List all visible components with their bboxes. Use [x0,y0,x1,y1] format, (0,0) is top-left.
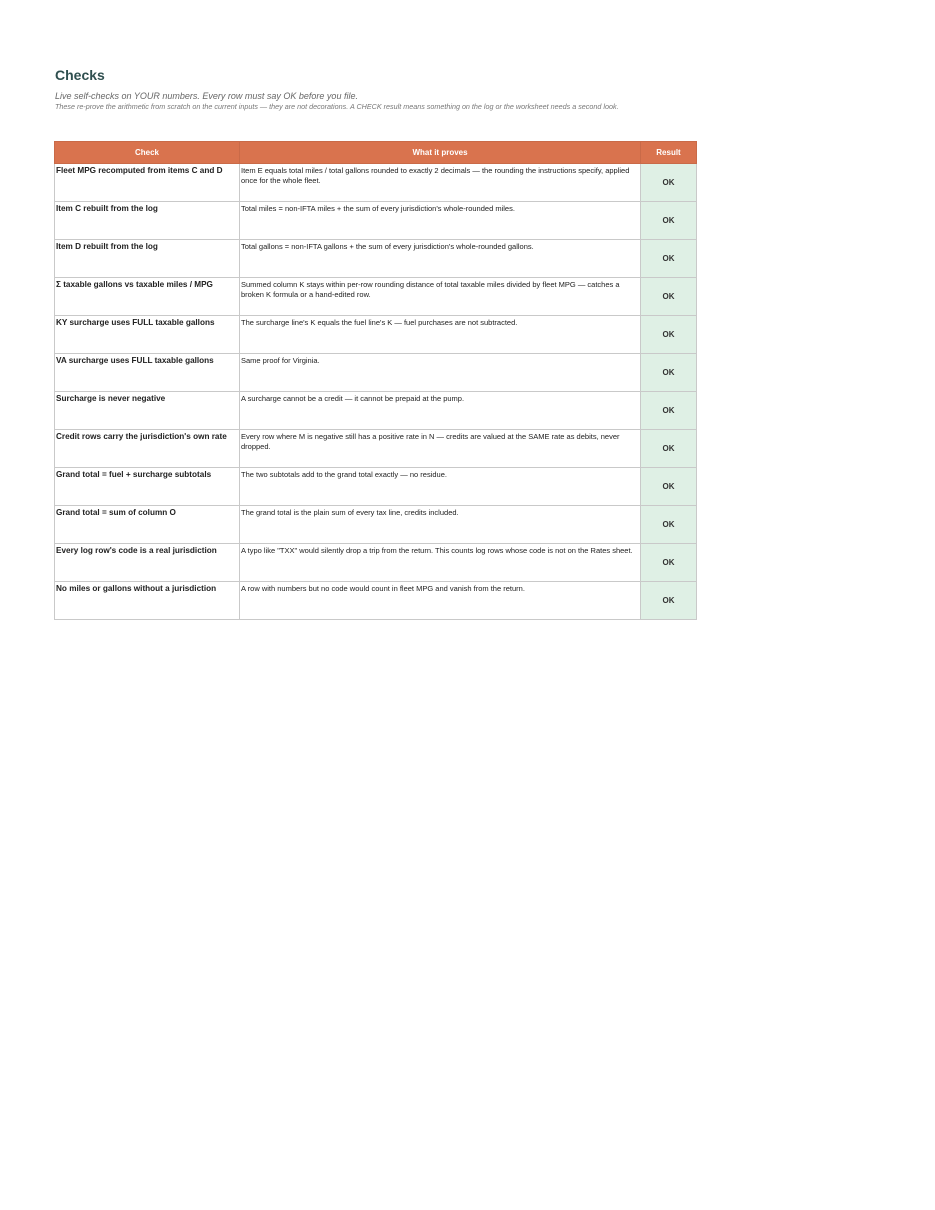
page-subtitle: Live self-checks on YOUR numbers. Every row must say OK before you file. [55,91,358,101]
check-cell[interactable]: Grand total = sum of column O [55,506,240,544]
check-cell[interactable]: Item D rebuilt from the log [55,240,240,278]
proof-cell[interactable]: Same proof for Virginia. [240,354,641,392]
column-header-check[interactable]: Check [55,142,240,164]
proof-cell[interactable]: Item E equals total miles / total gallons rounded to exactly 2 decimals — the rounding the instructions specify, applied once for the whole fleet. [240,164,641,202]
table-row [55,430,697,468]
result-cell[interactable]: OK [641,582,697,620]
result-cell[interactable]: OK [641,468,697,506]
table-row [55,354,697,392]
column-header-result[interactable]: Result [641,142,697,164]
checks-table [54,141,697,620]
proof-cell[interactable]: The surcharge line's K equals the fuel line's K — fuel purchases are not subtracted. [240,316,641,354]
check-cell[interactable]: KY surcharge uses FULL taxable gallons [55,316,240,354]
check-cell[interactable]: Every log row's code is a real jurisdiction [55,544,240,582]
check-cell[interactable]: Surcharge is never negative [55,392,240,430]
proof-cell[interactable]: The two subtotals add to the grand total exactly — no residue. [240,468,641,506]
proof-cell[interactable]: Total gallons = non-IFTA gallons + the sum of every jurisdiction's whole-rounded gallons. [240,240,641,278]
check-cell[interactable]: No miles or gallons without a jurisdiction [55,582,240,620]
page-note: These re-prove the arithmetic from scratch on the current inputs — they are not decorations. A CHECK result means something on the log or the worksheet needs a second look. [55,102,619,111]
proof-cell[interactable]: A row with numbers but no code would count in fleet MPG and vanish from the return. [240,582,641,620]
proof-cell[interactable]: Every row where M is negative still has a positive rate in N — credits are valued at the SAME rate as debits, never dropped. [240,430,641,468]
result-cell[interactable]: OK [641,202,697,240]
table-row [55,544,697,582]
table-row [55,202,697,240]
result-cell[interactable]: OK [641,316,697,354]
proof-cell[interactable]: Total miles = non-IFTA miles + the sum of every jurisdiction's whole-rounded miles. [240,202,641,240]
check-cell[interactable]: Grand total = fuel + surcharge subtotals [55,468,240,506]
proof-cell[interactable]: Summed column K stays within per-row rounding distance of total taxable miles divided by fleet MPG — catches a broken K formula or a hand-edited row. [240,278,641,316]
check-cell[interactable]: VA surcharge uses FULL taxable gallons [55,354,240,392]
proof-cell[interactable]: A typo like "TXX" would silently drop a trip from the return. This counts log rows whose code is not on the Rates sheet. [240,544,641,582]
result-cell[interactable]: OK [641,354,697,392]
table-row [55,506,697,544]
table-row [55,240,697,278]
result-cell[interactable]: OK [641,430,697,468]
result-cell[interactable]: OK [641,506,697,544]
proof-cell[interactable]: The grand total is the plain sum of every tax line, credits included. [240,506,641,544]
page-title: Checks [55,67,105,83]
check-cell[interactable]: Item C rebuilt from the log [55,202,240,240]
check-cell[interactable]: Credit rows carry the jurisdiction's own rate [55,430,240,468]
check-cell[interactable]: Fleet MPG recomputed from items C and D [55,164,240,202]
table-row [55,164,697,202]
column-header-proof[interactable]: What it proves [240,142,641,164]
table-row [55,316,697,354]
result-cell[interactable]: OK [641,392,697,430]
table-row [55,278,697,316]
result-cell[interactable]: OK [641,164,697,202]
result-cell[interactable]: OK [641,544,697,582]
table-row [55,392,697,430]
check-cell[interactable]: Σ taxable gallons vs taxable miles / MPG [55,278,240,316]
result-cell[interactable]: OK [641,240,697,278]
table-header-row [55,142,697,164]
table-row [55,582,697,620]
proof-cell[interactable]: A surcharge cannot be a credit — it cannot be prepaid at the pump. [240,392,641,430]
table-row [55,468,697,506]
result-cell[interactable]: OK [641,278,697,316]
checks-sheet [55,66,696,605]
